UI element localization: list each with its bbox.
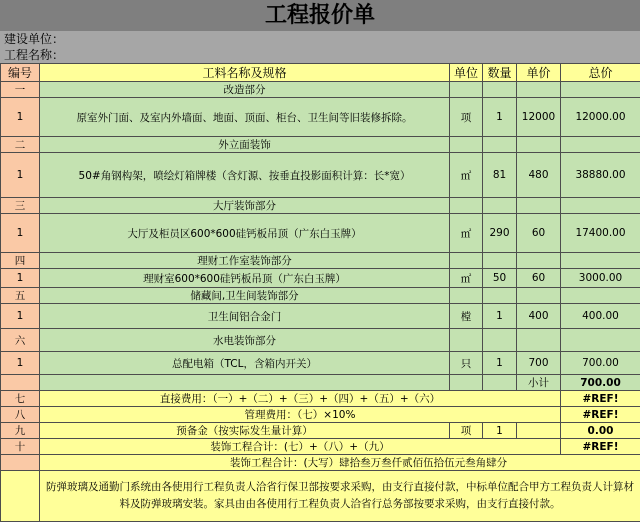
cell-empty[interactable] — [517, 288, 561, 304]
section-no[interactable]: 二 — [1, 137, 40, 153]
cell-empty[interactable] — [483, 82, 517, 98]
subtotal-row — [1, 375, 640, 391]
section-no[interactable]: 六 — [1, 329, 40, 352]
table-row — [1, 153, 640, 198]
cell-empty[interactable] — [450, 82, 483, 98]
cell-empty[interactable] — [561, 288, 640, 304]
item-no[interactable]: 1 — [1, 214, 40, 253]
item-no[interactable]: 1 — [1, 269, 40, 288]
total-no[interactable]: 十 — [1, 439, 40, 455]
grand-total-words[interactable]: 装饰工程合计：(大写）肆拾叁万叁仟贰佰伍拾伍元叁角肆分 — [40, 455, 640, 471]
total-name[interactable]: 预备金（按实际发生量计算） — [40, 423, 450, 439]
col-header-qty[interactable]: 数量 — [483, 64, 517, 82]
total-no[interactable]: 七 — [1, 391, 40, 407]
header-row — [1, 64, 640, 82]
cell-empty[interactable] — [517, 253, 561, 269]
item-qty[interactable]: 1 — [483, 304, 517, 329]
table-row — [1, 269, 640, 288]
item-qty[interactable]: 1 — [483, 352, 517, 375]
item-no[interactable]: 1 — [1, 304, 40, 329]
item-price[interactable]: 12000 — [517, 98, 561, 137]
section-row — [1, 253, 640, 269]
total-value[interactable]: #REF! — [561, 407, 640, 423]
item-total[interactable]: 700.00 — [561, 352, 640, 375]
total-value[interactable]: #REF! — [561, 391, 640, 407]
item-qty[interactable]: 81 — [483, 153, 517, 198]
table-row — [1, 214, 640, 253]
page-title: 工程报价单 — [0, 0, 640, 31]
col-header-price[interactable]: 单价 — [517, 64, 561, 82]
construction-unit-label: 建设单位： — [0, 31, 640, 47]
cell-empty[interactable] — [517, 198, 561, 214]
col-header-name[interactable]: 工料名称及规格 — [40, 64, 450, 82]
item-total[interactable]: 17400.00 — [561, 214, 640, 253]
item-unit[interactable]: 项 — [450, 98, 483, 137]
section-name[interactable]: 水电装饰部分 — [40, 329, 450, 352]
cell-empty[interactable] — [450, 137, 483, 153]
total-value[interactable]: #REF! — [561, 439, 640, 455]
cell-empty[interactable] — [1, 375, 40, 391]
total-no[interactable]: 九 — [1, 423, 40, 439]
total-row — [1, 423, 640, 439]
item-qty[interactable]: 50 — [483, 269, 517, 288]
item-total[interactable]: 12000.00 — [561, 98, 640, 137]
cell-empty[interactable] — [483, 329, 517, 352]
project-name-label: 工程名称： — [0, 47, 640, 63]
item-no[interactable]: 1 — [1, 153, 40, 198]
col-header-total[interactable]: 总价 — [561, 64, 640, 82]
item-name[interactable]: 卫生间铝合金门 — [40, 304, 450, 329]
cell-empty[interactable] — [483, 253, 517, 269]
cell-empty[interactable] — [483, 288, 517, 304]
cell-empty[interactable] — [1, 471, 40, 522]
section-row — [1, 288, 640, 304]
cell-empty[interactable] — [450, 198, 483, 214]
item-name[interactable]: 总配电箱（TCL，含箱内开关） — [40, 352, 450, 375]
cell-empty[interactable] — [450, 329, 483, 352]
cell-empty[interactable] — [483, 198, 517, 214]
item-name[interactable]: 大厅及柜员区600*600硅钙板吊顶（广东白玉牌） — [40, 214, 450, 253]
table-row — [1, 304, 640, 329]
subtotal-label[interactable]: 小计 — [517, 375, 561, 391]
item-unit[interactable]: 只 — [450, 352, 483, 375]
item-name[interactable]: 50#角钢构架，喷绘灯箱牌楼（含灯源、按垂直投影面积计算：长*宽） — [40, 153, 450, 198]
item-price[interactable]: 400 — [517, 304, 561, 329]
cell-empty[interactable] — [561, 329, 640, 352]
grand-total-row — [1, 455, 640, 471]
section-no[interactable]: 一 — [1, 82, 40, 98]
section-row — [1, 137, 640, 153]
cell-empty[interactable] — [561, 137, 640, 153]
item-total[interactable]: 38880.00 — [561, 153, 640, 198]
subtotal-value[interactable]: 700.00 — [561, 375, 640, 391]
item-unit[interactable]: ㎡ — [450, 269, 483, 288]
item-price[interactable]: 480 — [517, 153, 561, 198]
item-qty[interactable]: 290 — [483, 214, 517, 253]
section-row — [1, 329, 640, 352]
table-row — [1, 352, 640, 375]
section-row — [1, 198, 640, 214]
cell-empty[interactable] — [450, 253, 483, 269]
total-no[interactable]: 八 — [1, 407, 40, 423]
section-name[interactable]: 改造部分 — [40, 82, 450, 98]
cell-empty[interactable] — [561, 253, 640, 269]
cell-empty[interactable] — [517, 137, 561, 153]
item-total[interactable]: 400.00 — [561, 304, 640, 329]
section-no[interactable]: 五 — [1, 288, 40, 304]
total-name[interactable]: 管理费用：（七）×10% — [40, 407, 561, 423]
item-name[interactable]: 理财室600*600硅钙板吊顶（广东白玉牌） — [40, 269, 450, 288]
cell-empty[interactable] — [517, 329, 561, 352]
total-name[interactable]: 直接费用：（一）+（二）+（三）+（四）+（五）+（六） — [40, 391, 561, 407]
item-unit[interactable]: 樘 — [450, 304, 483, 329]
table-row — [1, 98, 640, 137]
section-row — [1, 82, 640, 98]
total-row — [1, 391, 640, 407]
cell-empty[interactable] — [450, 288, 483, 304]
item-price[interactable]: 60 — [517, 269, 561, 288]
note-text[interactable]: 防弹玻璃及通勤门系统由各使用行工程负责人洽省行保卫部按要求采购，由支行直接付款，中标单位配合甲方工程负责人计算材料及防弹玻璃安装。家具由由各使用行工程负责人洽省行总务部按要求采购，由支行直接付款。 — [40, 471, 640, 522]
cell-empty[interactable] — [1, 455, 40, 471]
total-row — [1, 407, 640, 423]
item-name[interactable]: 原室外门面、及室内外墙面、地面、顶面、柜台、卫生间等旧装修拆除。 — [40, 98, 450, 137]
cell-empty[interactable] — [450, 375, 483, 391]
cell-empty[interactable] — [483, 137, 517, 153]
total-unit[interactable]: 项 — [450, 423, 483, 439]
item-unit[interactable]: ㎡ — [450, 153, 483, 198]
total-qty[interactable]: 1 — [483, 423, 517, 439]
item-price[interactable]: 60 — [517, 214, 561, 253]
item-total[interactable]: 3000.00 — [561, 269, 640, 288]
total-value[interactable]: 0.00 — [561, 423, 640, 439]
cell-empty[interactable] — [40, 375, 450, 391]
col-header-no[interactable]: 编号 — [1, 64, 40, 82]
note-row — [1, 471, 640, 522]
section-name[interactable]: 理财工作室装饰部分 — [40, 253, 450, 269]
col-header-unit[interactable]: 单位 — [450, 64, 483, 82]
item-no[interactable]: 1 — [1, 352, 40, 375]
item-unit[interactable]: ㎡ — [450, 214, 483, 253]
cell-empty[interactable] — [517, 423, 561, 439]
cell-empty[interactable] — [561, 82, 640, 98]
section-name[interactable]: 外立面装饰 — [40, 137, 450, 153]
item-qty[interactable]: 1 — [483, 98, 517, 137]
total-row — [1, 439, 640, 455]
item-price[interactable]: 700 — [517, 352, 561, 375]
section-no[interactable]: 三 — [1, 198, 40, 214]
item-no[interactable]: 1 — [1, 98, 40, 137]
cell-empty[interactable] — [483, 375, 517, 391]
cell-empty[interactable] — [517, 82, 561, 98]
section-name[interactable]: 大厅装饰部分 — [40, 198, 450, 214]
total-name[interactable]: 装饰工程合计：(七）+（八）+（九） — [40, 439, 561, 455]
section-name[interactable]: 储藏间,卫生间装饰部分 — [40, 288, 450, 304]
cell-empty[interactable] — [561, 198, 640, 214]
quotation-table — [0, 63, 640, 522]
section-no[interactable]: 四 — [1, 253, 40, 269]
